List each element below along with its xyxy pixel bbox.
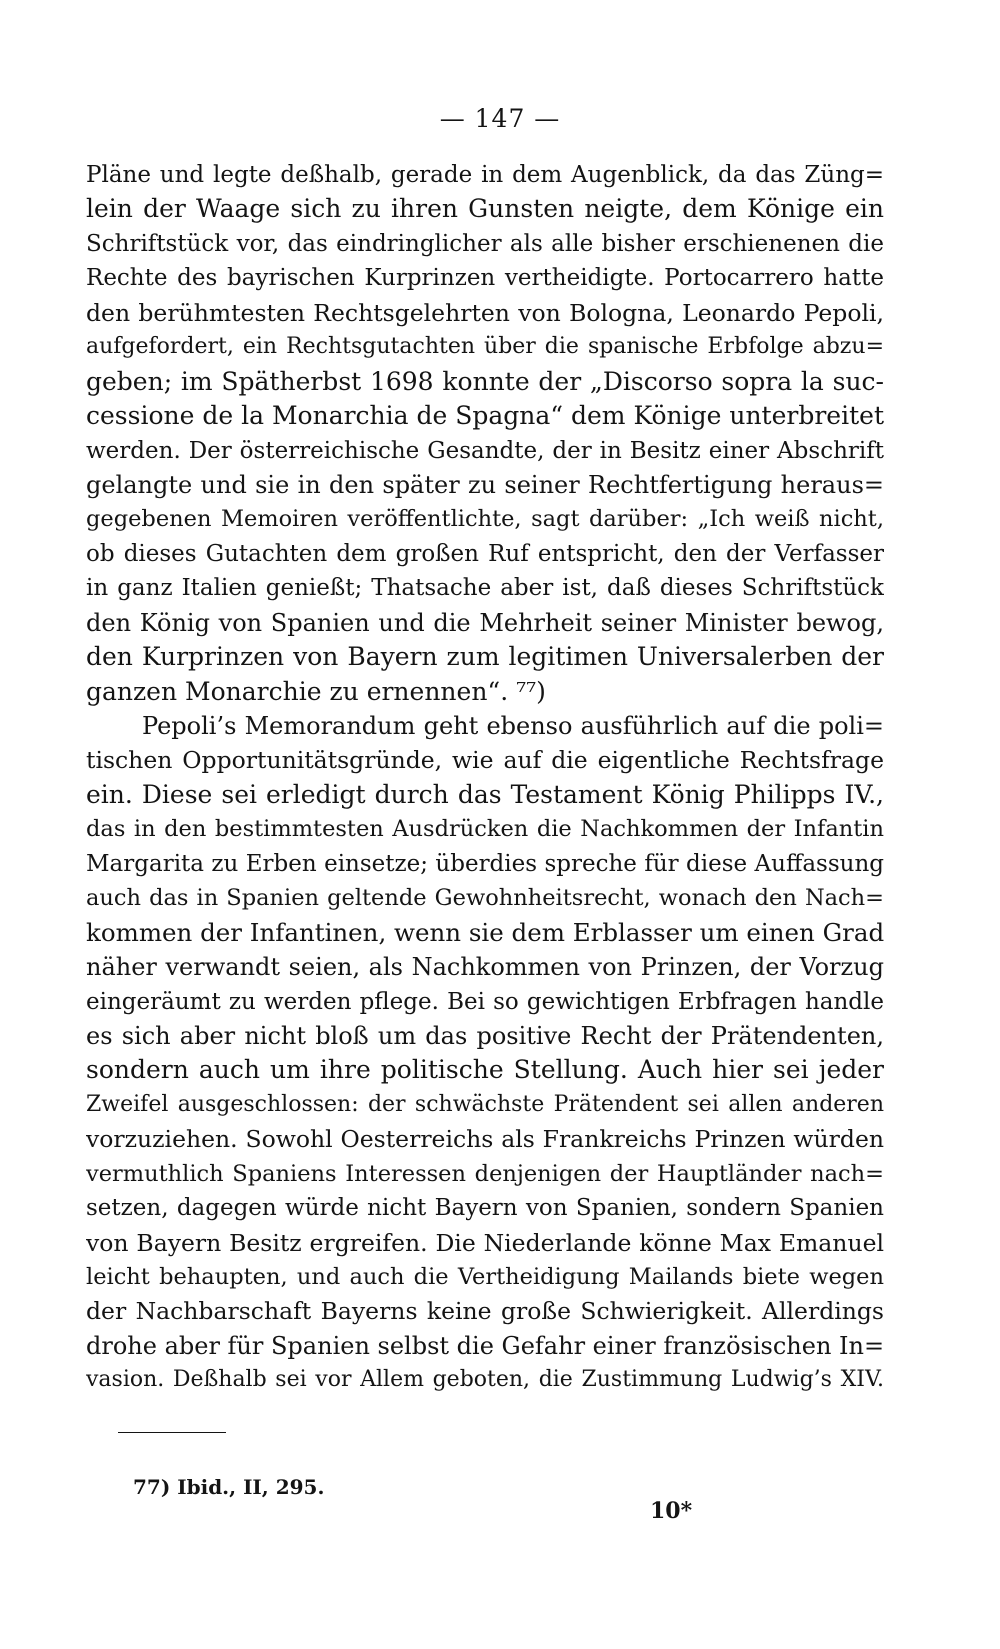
text-line: kommen der Infantinen, wenn sie dem Erblasser um einen Grad [86, 917, 884, 947]
text-line: vermuthlich Spaniens Interessen denjenigen der Hauptländer nach= [86, 1160, 884, 1187]
text-line: drohe aber für Spanien selbst die Gefahr einer französischen In= [86, 1331, 884, 1360]
text-line: den König von Spanien und die Mehrheit seiner Minister bewog, [86, 608, 884, 637]
text-line: tischen Opportunitätsgründe, wie auf die eigentliche Rechtsfrage [86, 746, 884, 775]
text-line: in ganz Italien genießt; Thatsache aber ist, daß dieses Schriftstück [86, 575, 884, 602]
page-number: — 147 — [439, 104, 561, 133]
text-line: leicht behaupten, und auch die Vertheidigung Mailands biete wegen [86, 1264, 884, 1290]
body-text [86, 158, 884, 1398]
text-line: den berühmtesten Rechtsgelehrten von Bologna, Leonardo Pepoli, [86, 298, 884, 327]
text-line: setzen, dagegen würde nicht Bayern von Spanien, sondern Spanien [86, 1195, 884, 1222]
text-line: näher verwandt seien, als Nachkommen von Prinzen, der Vorzug [86, 953, 884, 982]
text-line: Pläne und legte deßhalb, gerade in dem Augenblick, da das Züng= [86, 162, 884, 188]
footnote: 77) Ibid., II, 295. [133, 1475, 325, 1499]
text-line: aufgefordert, ein Rechtsgutachten über die spanische Erbfolge abzu= [86, 334, 884, 360]
text-line: ob dieses Gutachten dem großen Ruf entspricht, den der Verfasser [86, 540, 884, 567]
text-line: vasion. Deßhalb sei vor Allem geboten, die Zustimmung Ludwig’s XIV. [86, 1367, 884, 1393]
text-line: ganzen Monarchie zu ernennen“. ⁷⁷) [86, 676, 546, 706]
text-line: Schriftstück vor, das eindringlicher als alle bisher erschienenen die [86, 230, 884, 257]
text-line: von Bayern Besitz ergreifen. Die Niederlande könne Max Emanuel [86, 1228, 884, 1257]
text-line: das in den bestimmtesten Ausdrücken die Nachkommen der Infantin [86, 816, 884, 843]
text-line: geben; im Spätherbst 1698 konnte der „Discorso sopra la suc- [86, 366, 884, 396]
text-line: Pepoli’s Memorandum geht ebenso ausführlich auf die poli= [142, 712, 884, 740]
text-line: gegebenen Memoiren veröffentlichte, sagt darüber: „Ich weiß nicht, [86, 506, 884, 533]
text-line: den Kurprinzen von Bayern zum legitimen Universalerben der [86, 642, 884, 672]
text-line: auch das in Spanien geltende Gewohnheitsrecht, wonach den Nach= [86, 885, 884, 912]
text-line: vorzuziehen. Sowohl Oesterreichs als Frankreichs Prinzen würden [86, 1125, 884, 1154]
printer-signature-mark: 10* [650, 1498, 693, 1524]
text-line: der Nachbarschaft Bayerns keine große Schwierigkeit. Allerdings [86, 1297, 884, 1326]
text-line: es sich aber nicht bloß um das positive Recht der Prätendenten, [86, 1021, 884, 1050]
text-line: Rechte des bayrischen Kurprinzen vertheidigte. Portocarrero hatte [86, 265, 884, 292]
text-line: Zweifel ausgeschlossen: der schwächste Prätendent sei allen anderen [86, 1091, 884, 1117]
text-line: cessione de la Monarchia de Spagna“ dem Könige unterbreitet [86, 401, 884, 431]
text-line: ein. Diese sei erledigt durch das Testament König Philipps IV., [86, 779, 884, 809]
text-line: gelangte und sie in den später zu seiner Rechtfertigung heraus= [86, 470, 884, 499]
text-line: Margarita zu Erben einsetze; überdies spreche für diese Auffassung [86, 850, 884, 877]
text-line: sondern auch um ihre politische Stellung. Auch hier sei jeder [86, 1055, 884, 1085]
footnote-divider [118, 1432, 226, 1433]
text-line: lein der Waage sich zu ihren Gunsten neigte, dem Könige ein [86, 194, 884, 224]
text-line: eingeräumt zu werden pflege. Bei so gewichtigen Erbfragen handle [86, 988, 884, 1015]
text-line: werden. Der österreichische Gesandte, der in Besitz einer Abschrift [86, 437, 884, 464]
